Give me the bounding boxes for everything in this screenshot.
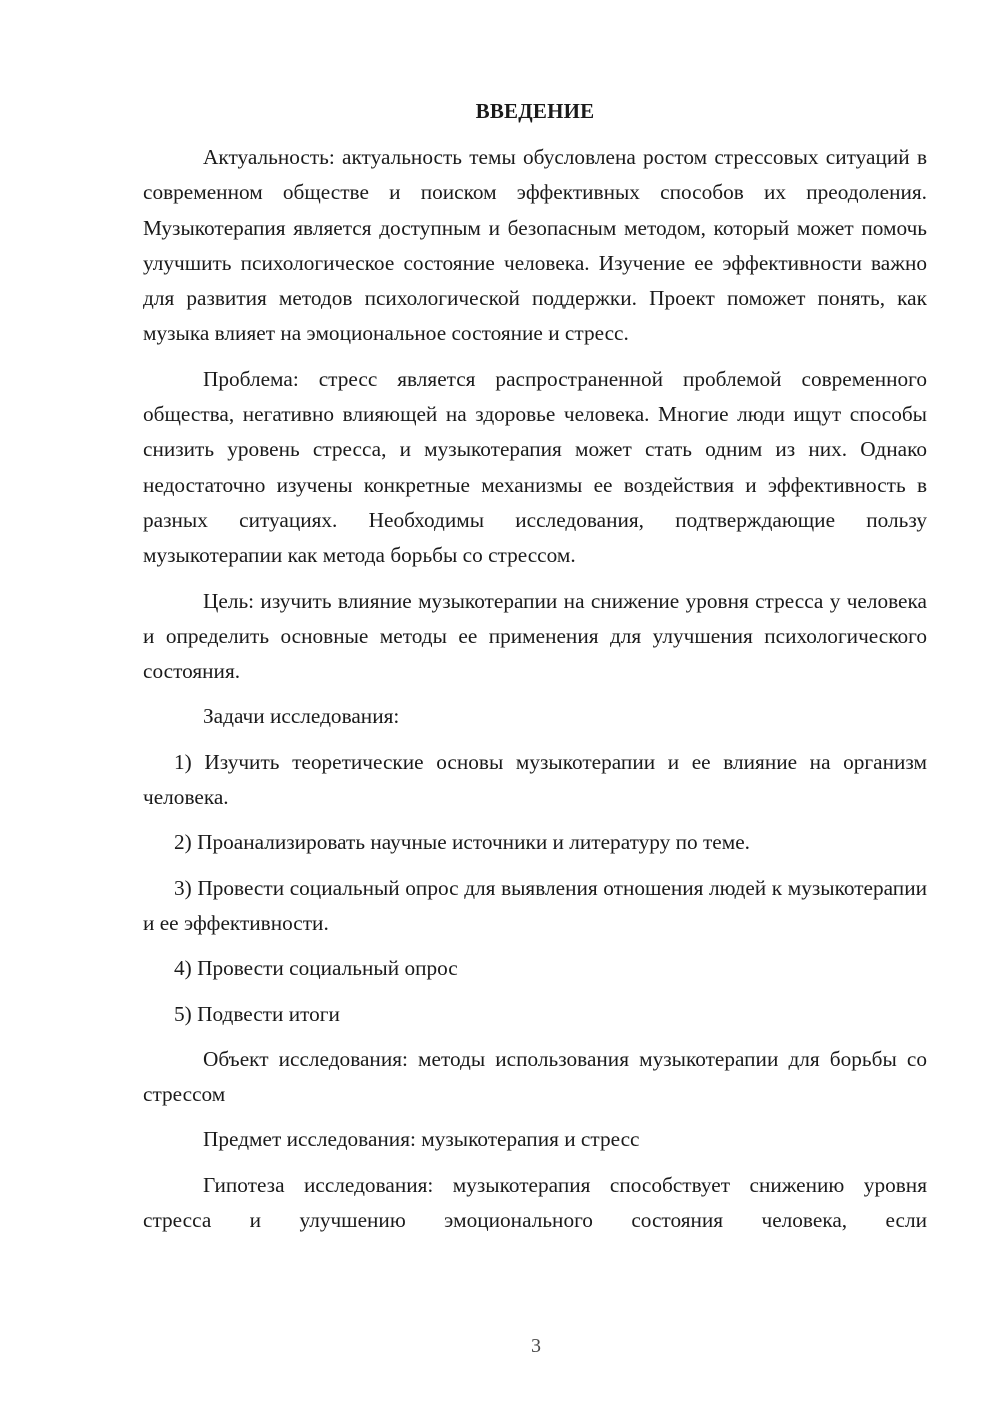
document-page [143, 94, 927, 1238]
task-item-5: 5) Подвести итоги [174, 1001, 340, 1026]
paragraph-object: Объект исследования: методы использования музыкотерапии для борьбы со стрессом [143, 1046, 927, 1107]
page-number: 3 [531, 1335, 541, 1357]
paragraph-relevance: Актуальность: актуальность темы обусловлена ростом стрессовых ситуаций в современном обществе и поиском эффективных способов их преодоления. Музыкотерапия является доступным и безопасным методом, который может помочь улучшить психологическое состояние человека. Изучение ее эффективности важно для развития методов психологической поддержки. Проект поможет понять, как музыка влияет на эмоциональное состояние и стресс. [143, 145, 927, 346]
task-item-3: 3) Провести социальный опрос для выявления отношения людей к музыкотерапии и ее эффективности. [143, 875, 927, 935]
task-item-1: 1) Изучить теоретические основы музыкотерапии и ее влияние на организм человека. [143, 749, 927, 810]
paragraph-subject: Предмет исследования: музыкотерапия и стресс [203, 1127, 640, 1152]
paragraph-tasks-heading: Задачи исследования: [203, 704, 400, 729]
paragraph-hypothesis: Гипотеза исследования: музыкотерапия способствует снижению уровня стресса и улучшению эмоционального состояния человека, если [143, 1172, 927, 1233]
task-item-2: 2) Проанализировать научные источники и литературу по теме. [174, 830, 750, 855]
paragraph-goal: Цель: изучить влияние музыкотерапии на снижение уровня стресса у человека и определить основные методы ее применения для улучшения психологического состояния. [143, 588, 927, 684]
task-item-4: 4) Провести социальный опрос [174, 956, 458, 981]
paragraph-problem: Проблема: стресс является распространенной проблемой современного общества, негативно влияющей на здоровье человека. Многие люди ищут способы снизить уровень стресса, и музыкотерапия может стать одним из них. Однако недостаточно изучены конкретные механизмы ее воздействия и эффективность в разных ситуациях. Необходимы исследования, подтверждающие пользу музыкотерапии как метода борьбы со стрессом. [143, 366, 927, 568]
section-title: ВВЕДЕНИЕ [475, 99, 595, 123]
